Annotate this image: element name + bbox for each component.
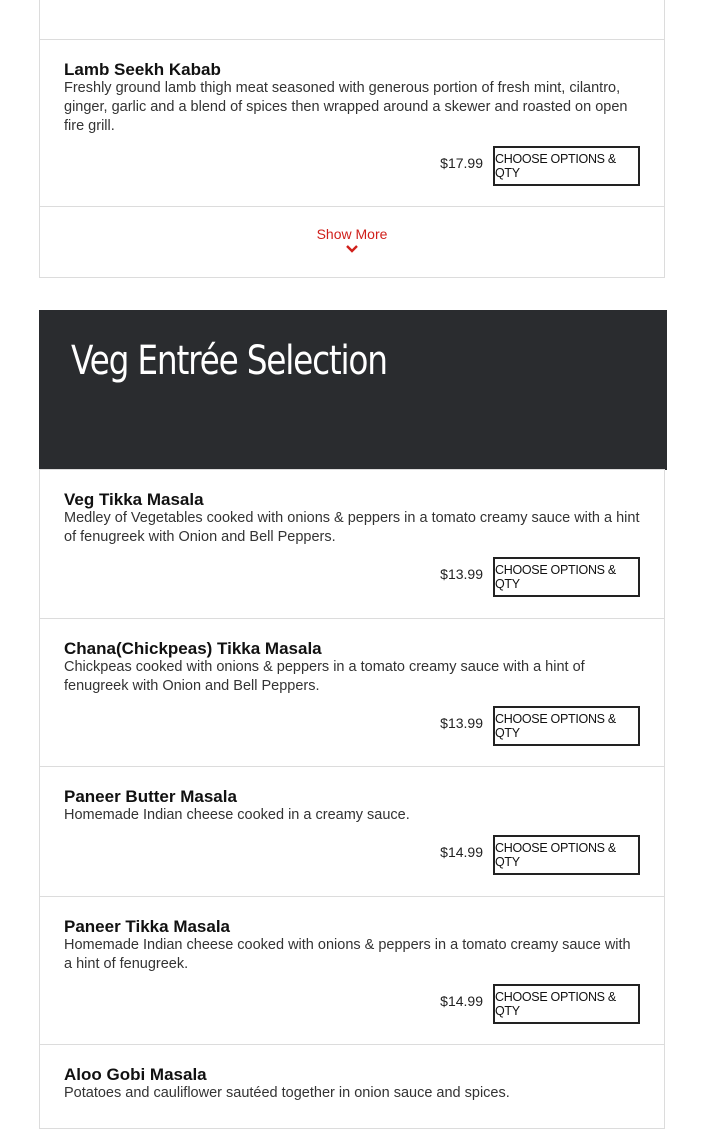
- item-description: Medley of Vegetables cooked with onions & peppers in a tomato creamy sauce with a hint of fenugreek with Onion and Bell Peppers.: [64, 510, 640, 545]
- menu-item-footer: [64, 706, 640, 746]
- menu-item: [40, 619, 664, 767]
- choose-options-button[interactable]: CHOOSE OPTIONS & QTY: [493, 984, 640, 1024]
- item-description: Homemade Indian cheese cooked in a creamy sauce.: [64, 807, 410, 823]
- item-name: Veg Tikka Masala: [64, 490, 204, 509]
- menu-item: [40, 40, 664, 207]
- menu-item: [40, 767, 664, 897]
- item-description: Potatoes and cauliflower sautéed together in onion sauce and spices.: [64, 1085, 510, 1101]
- item-price: $17.99: [440, 155, 483, 171]
- chevron-down-icon: [345, 244, 359, 253]
- menu-item-partial: [40, 0, 664, 40]
- menu-item: [40, 1045, 664, 1130]
- choose-options-button[interactable]: CHOOSE OPTIONS & QTY: [493, 146, 640, 186]
- item-name: Paneer Butter Masala: [64, 787, 237, 806]
- section-title: Veg Entrée Selection: [71, 338, 387, 384]
- choose-options-button[interactable]: CHOOSE OPTIONS & QTY: [493, 835, 640, 875]
- item-name: Lamb Seekh Kabab: [64, 60, 221, 79]
- item-price: $13.99: [440, 715, 483, 731]
- item-price: $14.99: [440, 844, 483, 860]
- show-more-button[interactable]: [64, 226, 640, 253]
- item-name: Paneer Tikka Masala: [64, 917, 231, 936]
- menu-item-footer: [64, 984, 640, 1024]
- section-banner: [39, 310, 667, 470]
- item-price: $13.99: [440, 566, 483, 582]
- choose-options-button[interactable]: CHOOSE OPTIONS & QTY: [493, 706, 640, 746]
- item-name: Chana(Chickpeas) Tikka Masala: [64, 639, 322, 658]
- menu-card-veg: [39, 469, 665, 1129]
- item-price: $14.99: [440, 993, 483, 1009]
- item-description: Chickpeas cooked with onions & peppers in a tomato creamy sauce with a hint of fenugreek with Onion and Bell Peppers.: [64, 659, 585, 694]
- item-name: Aloo Gobi Masala: [64, 1065, 207, 1084]
- menu-item-footer: [64, 835, 640, 875]
- item-description: Freshly ground lamb thigh meat seasoned with generous portion of fresh mint, cilantro, ginger, garlic and a blend of spices then wrapped around a skewer and roasted on open fire grill.: [64, 80, 628, 134]
- menu-item-footer: [64, 557, 640, 597]
- menu-item: [40, 470, 664, 619]
- show-more-label: Show More: [316, 226, 388, 242]
- menu-item: [40, 897, 664, 1045]
- show-more-row: [40, 207, 664, 279]
- menu-item-footer: [64, 146, 640, 186]
- menu-card-top: [39, 0, 665, 278]
- item-description: Homemade Indian cheese cooked with onions & peppers in a tomato creamy sauce with a hint of fenugreek.: [64, 937, 631, 972]
- choose-options-button[interactable]: CHOOSE OPTIONS & QTY: [493, 557, 640, 597]
